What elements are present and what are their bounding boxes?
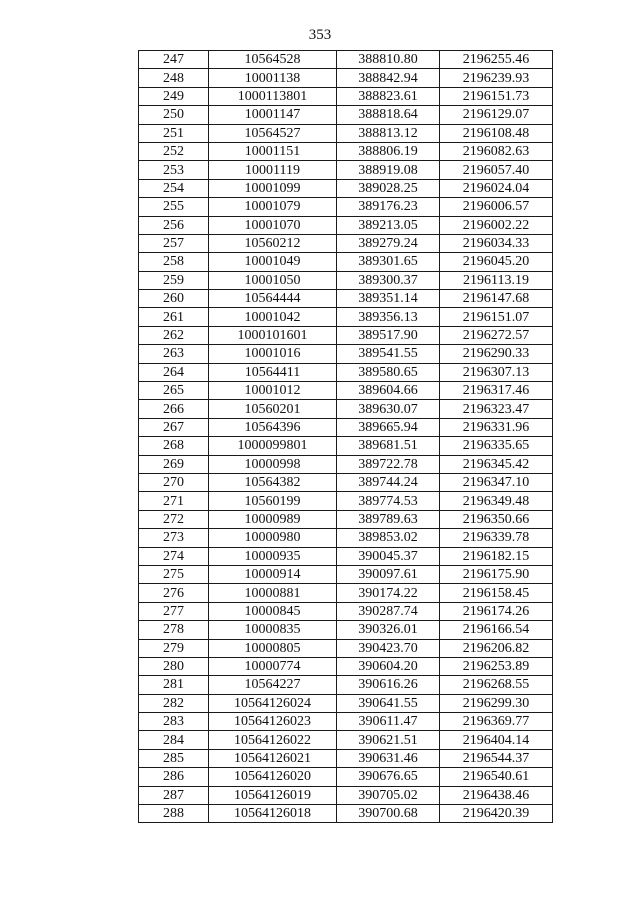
x-coordinate-cell: 390423.70: [337, 639, 440, 657]
y-coordinate-cell: 2196335.65: [440, 437, 553, 455]
table-row: [139, 179, 553, 197]
table-row: [139, 529, 553, 547]
y-coordinate-cell: 2196323.47: [440, 400, 553, 418]
point-number-cell: 249: [139, 87, 209, 105]
y-coordinate-cell: 2196317.46: [440, 382, 553, 400]
y-coordinate-cell: 2196299.30: [440, 694, 553, 712]
y-coordinate-cell: 2196113.19: [440, 271, 553, 289]
y-coordinate-cell: 2196239.93: [440, 69, 553, 87]
x-coordinate-cell: 389630.07: [337, 400, 440, 418]
page-number: 353: [308, 27, 332, 43]
x-coordinate-cell: 390616.26: [337, 676, 440, 694]
y-coordinate-cell: 2196024.04: [440, 179, 553, 197]
table-row: [139, 234, 553, 252]
point-id-cell: 10564227: [209, 676, 337, 694]
y-coordinate-cell: 2196255.46: [440, 51, 553, 69]
x-coordinate-cell: 389517.90: [337, 326, 440, 344]
table-row: [139, 400, 553, 418]
point-number-cell: 258: [139, 253, 209, 271]
point-id-cell: 10001151: [209, 142, 337, 160]
x-coordinate-cell: 389028.25: [337, 179, 440, 197]
x-coordinate-cell: 389300.37: [337, 271, 440, 289]
x-coordinate-cell: 390676.65: [337, 768, 440, 786]
table-row: [139, 326, 553, 344]
point-id-cell: 10000935: [209, 547, 337, 565]
point-id-cell: 10001042: [209, 308, 337, 326]
point-id-cell: 10564126019: [209, 786, 337, 804]
table-row: [139, 621, 553, 639]
point-id-cell: 10000989: [209, 510, 337, 528]
y-coordinate-cell: 2196347.10: [440, 473, 553, 491]
x-coordinate-cell: 390641.55: [337, 694, 440, 712]
point-number-cell: 259: [139, 271, 209, 289]
y-coordinate-cell: 2196045.20: [440, 253, 553, 271]
x-coordinate-cell: 389665.94: [337, 418, 440, 436]
point-number-cell: 252: [139, 142, 209, 160]
point-number-cell: 266: [139, 400, 209, 418]
point-id-cell: 10564382: [209, 473, 337, 491]
y-coordinate-cell: 2196369.77: [440, 713, 553, 731]
y-coordinate-cell: 2196544.37: [440, 749, 553, 767]
table-row: [139, 382, 553, 400]
table-row: [139, 657, 553, 675]
point-id-cell: 10000805: [209, 639, 337, 657]
point-id-cell: 10560212: [209, 234, 337, 252]
point-id-cell: 10564126021: [209, 749, 337, 767]
point-number-cell: 268: [139, 437, 209, 455]
point-id-cell: 10000774: [209, 657, 337, 675]
point-number-cell: 264: [139, 363, 209, 381]
x-coordinate-cell: 389356.13: [337, 308, 440, 326]
x-coordinate-cell: 389279.24: [337, 234, 440, 252]
x-coordinate-cell: 389541.55: [337, 345, 440, 363]
table-row: [139, 106, 553, 124]
y-coordinate-cell: 2196420.39: [440, 805, 553, 823]
point-number-cell: 269: [139, 455, 209, 473]
y-coordinate-cell: 2196268.55: [440, 676, 553, 694]
point-number-cell: 276: [139, 584, 209, 602]
y-coordinate-cell: 2196082.63: [440, 142, 553, 160]
point-id-cell: 10564126024: [209, 694, 337, 712]
point-number-cell: 280: [139, 657, 209, 675]
point-number-cell: 277: [139, 602, 209, 620]
y-coordinate-cell: 2196166.54: [440, 621, 553, 639]
point-number-cell: 253: [139, 161, 209, 179]
table-row: [139, 731, 553, 749]
point-id-cell: 1000101601: [209, 326, 337, 344]
table-row: [139, 786, 553, 804]
table-row: [139, 768, 553, 786]
table-row: [139, 142, 553, 160]
table-row: [139, 547, 553, 565]
point-number-cell: 273: [139, 529, 209, 547]
point-id-cell: 10001119: [209, 161, 337, 179]
point-number-cell: 263: [139, 345, 209, 363]
point-number-cell: 271: [139, 492, 209, 510]
x-coordinate-cell: 390631.46: [337, 749, 440, 767]
table-row: [139, 51, 553, 69]
point-id-cell: 10000881: [209, 584, 337, 602]
point-id-cell: 10000980: [209, 529, 337, 547]
table-row: [139, 308, 553, 326]
table-row: [139, 418, 553, 436]
point-number-cell: 260: [139, 290, 209, 308]
table-row: [139, 87, 553, 105]
x-coordinate-cell: 388823.61: [337, 87, 440, 105]
table-body: [139, 51, 553, 823]
point-number-cell: 279: [139, 639, 209, 657]
y-coordinate-cell: 2196151.07: [440, 308, 553, 326]
x-coordinate-cell: 390705.02: [337, 786, 440, 804]
y-coordinate-cell: 2196253.89: [440, 657, 553, 675]
y-coordinate-cell: 2196206.82: [440, 639, 553, 657]
point-id-cell: 10560201: [209, 400, 337, 418]
point-id-cell: 10001079: [209, 198, 337, 216]
table-row: [139, 676, 553, 694]
point-id-cell: 1000099801: [209, 437, 337, 455]
point-number-cell: 278: [139, 621, 209, 639]
point-id-cell: 10564396: [209, 418, 337, 436]
x-coordinate-cell: 388818.64: [337, 106, 440, 124]
y-coordinate-cell: 2196158.45: [440, 584, 553, 602]
x-coordinate-cell: 389301.65: [337, 253, 440, 271]
y-coordinate-cell: 2196540.61: [440, 768, 553, 786]
y-coordinate-cell: 2196290.33: [440, 345, 553, 363]
x-coordinate-cell: 388813.12: [337, 124, 440, 142]
x-coordinate-cell: 389604.66: [337, 382, 440, 400]
point-id-cell: 10001147: [209, 106, 337, 124]
table-row: [139, 124, 553, 142]
table-row: [139, 473, 553, 491]
point-number-cell: 272: [139, 510, 209, 528]
y-coordinate-cell: 2196151.73: [440, 87, 553, 105]
x-coordinate-cell: 388842.94: [337, 69, 440, 87]
y-coordinate-cell: 2196002.22: [440, 216, 553, 234]
y-coordinate-cell: 2196272.57: [440, 326, 553, 344]
table-row: [139, 510, 553, 528]
point-id-cell: 10564528: [209, 51, 337, 69]
x-coordinate-cell: 390174.22: [337, 584, 440, 602]
point-id-cell: 10000845: [209, 602, 337, 620]
point-number-cell: 262: [139, 326, 209, 344]
point-id-cell: 10564126022: [209, 731, 337, 749]
y-coordinate-cell: 2196108.48: [440, 124, 553, 142]
table-row: [139, 805, 553, 823]
x-coordinate-cell: 389744.24: [337, 473, 440, 491]
point-id-cell: 10564126018: [209, 805, 337, 823]
point-id-cell: 10564444: [209, 290, 337, 308]
x-coordinate-cell: 389722.78: [337, 455, 440, 473]
x-coordinate-cell: 390287.74: [337, 602, 440, 620]
table-row: [139, 161, 553, 179]
x-coordinate-cell: 390326.01: [337, 621, 440, 639]
x-coordinate-cell: 388810.80: [337, 51, 440, 69]
point-id-cell: 10001050: [209, 271, 337, 289]
x-coordinate-cell: 389853.02: [337, 529, 440, 547]
point-number-cell: 286: [139, 768, 209, 786]
point-id-cell: 10564411: [209, 363, 337, 381]
x-coordinate-cell: 390097.61: [337, 565, 440, 583]
table-row: [139, 363, 553, 381]
point-number-cell: 287: [139, 786, 209, 804]
point-id-cell: 10001138: [209, 69, 337, 87]
y-coordinate-cell: 2196006.57: [440, 198, 553, 216]
point-number-cell: 255: [139, 198, 209, 216]
point-id-cell: 10001016: [209, 345, 337, 363]
y-coordinate-cell: 2196182.15: [440, 547, 553, 565]
y-coordinate-cell: 2196349.48: [440, 492, 553, 510]
x-coordinate-cell: 389580.65: [337, 363, 440, 381]
point-number-cell: 247: [139, 51, 209, 69]
y-coordinate-cell: 2196057.40: [440, 161, 553, 179]
x-coordinate-cell: 390611.47: [337, 713, 440, 731]
point-number-cell: 274: [139, 547, 209, 565]
table-row: [139, 198, 553, 216]
point-number-cell: 250: [139, 106, 209, 124]
point-id-cell: 10564527: [209, 124, 337, 142]
x-coordinate-cell: 390604.20: [337, 657, 440, 675]
y-coordinate-cell: 2196350.66: [440, 510, 553, 528]
point-number-cell: 256: [139, 216, 209, 234]
point-number-cell: 285: [139, 749, 209, 767]
table-row: [139, 694, 553, 712]
y-coordinate-cell: 2196438.46: [440, 786, 553, 804]
point-id-cell: 10001099: [209, 179, 337, 197]
point-id-cell: 10564126023: [209, 713, 337, 731]
y-coordinate-cell: 2196034.33: [440, 234, 553, 252]
point-id-cell: 10001070: [209, 216, 337, 234]
x-coordinate-cell: 389351.14: [337, 290, 440, 308]
point-number-cell: 282: [139, 694, 209, 712]
x-coordinate-cell: 388806.19: [337, 142, 440, 160]
point-number-cell: 257: [139, 234, 209, 252]
x-coordinate-cell: 389213.05: [337, 216, 440, 234]
table-row: [139, 749, 553, 767]
point-id-cell: 1000113801: [209, 87, 337, 105]
x-coordinate-cell: 389176.23: [337, 198, 440, 216]
x-coordinate-cell: 389789.63: [337, 510, 440, 528]
point-id-cell: 10000998: [209, 455, 337, 473]
x-coordinate-cell: 390700.68: [337, 805, 440, 823]
table-row: [139, 69, 553, 87]
table-row: [139, 492, 553, 510]
y-coordinate-cell: 2196345.42: [440, 455, 553, 473]
point-number-cell: 288: [139, 805, 209, 823]
point-id-cell: 10564126020: [209, 768, 337, 786]
point-number-cell: 267: [139, 418, 209, 436]
point-number-cell: 270: [139, 473, 209, 491]
x-coordinate-cell: 390621.51: [337, 731, 440, 749]
table-row: [139, 345, 553, 363]
point-id-cell: 10001049: [209, 253, 337, 271]
table-row: [139, 290, 553, 308]
point-number-cell: 275: [139, 565, 209, 583]
y-coordinate-cell: 2196147.68: [440, 290, 553, 308]
point-number-cell: 281: [139, 676, 209, 694]
x-coordinate-cell: 390045.37: [337, 547, 440, 565]
table-row: [139, 639, 553, 657]
y-coordinate-cell: 2196175.90: [440, 565, 553, 583]
y-coordinate-cell: 2196331.96: [440, 418, 553, 436]
point-number-cell: 248: [139, 69, 209, 87]
point-number-cell: 254: [139, 179, 209, 197]
table-row: [139, 271, 553, 289]
y-coordinate-cell: 2196307.13: [440, 363, 553, 381]
x-coordinate-cell: 388919.08: [337, 161, 440, 179]
y-coordinate-cell: 2196339.78: [440, 529, 553, 547]
table-row: [139, 565, 553, 583]
table-row: [139, 584, 553, 602]
point-id-cell: 10560199: [209, 492, 337, 510]
coordinates-table: [138, 50, 553, 823]
point-number-cell: 261: [139, 308, 209, 326]
y-coordinate-cell: 2196404.14: [440, 731, 553, 749]
point-number-cell: 251: [139, 124, 209, 142]
point-id-cell: 10001012: [209, 382, 337, 400]
point-number-cell: 265: [139, 382, 209, 400]
table-row: [139, 455, 553, 473]
point-id-cell: 10000914: [209, 565, 337, 583]
table-row: [139, 602, 553, 620]
table-row: [139, 713, 553, 731]
table-row: [139, 253, 553, 271]
y-coordinate-cell: 2196129.07: [440, 106, 553, 124]
y-coordinate-cell: 2196174.26: [440, 602, 553, 620]
x-coordinate-cell: 389681.51: [337, 437, 440, 455]
x-coordinate-cell: 389774.53: [337, 492, 440, 510]
point-number-cell: 283: [139, 713, 209, 731]
table-row: [139, 216, 553, 234]
point-number-cell: 284: [139, 731, 209, 749]
table-row: [139, 437, 553, 455]
point-id-cell: 10000835: [209, 621, 337, 639]
